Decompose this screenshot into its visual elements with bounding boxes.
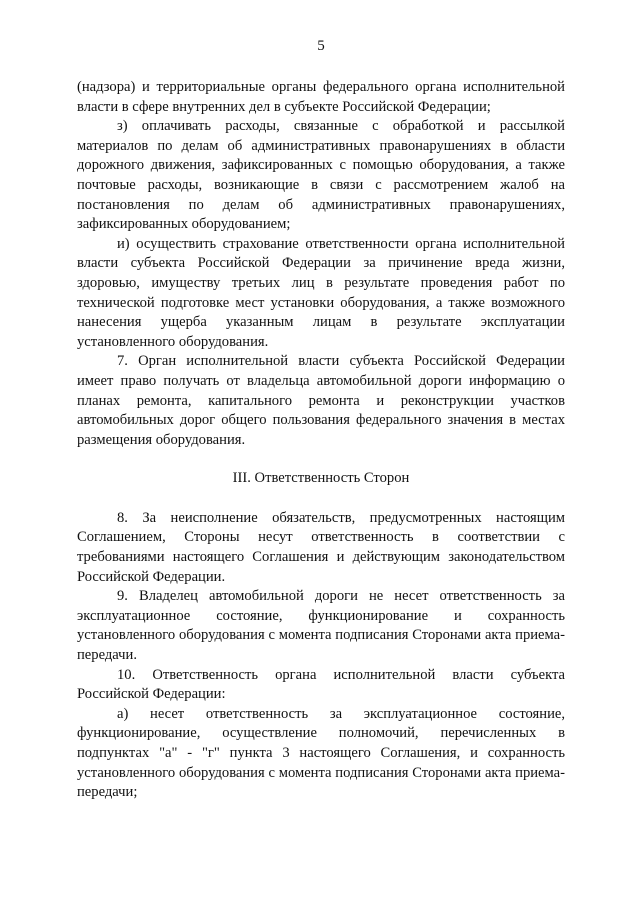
paragraph-clause-10: 10. Ответственность органа исполнительной власти субъекта Российской Федерации: <box>77 666 565 703</box>
paragraph-clause-3z: з) оплачивать расходы, связанные с обработкой и рассылкой материалов по делам об административных правонарушениях в области дорожного движения, зафиксированных с помощью оборудования, а также почтовые расходы, возникающие в связи с рассмотрением жалоб на постановления по делам об административных правонарушениях, зафиксированных оборудованием; <box>77 118 565 233</box>
paragraph-continuation: (надзора) и территориальные органы федерального органа исполнительной власти в сфере внутренних дел в субъекте Российской Федерации; <box>77 79 565 115</box>
document-page <box>77 36 565 803</box>
section-title: III. Ответственность Сторон <box>232 470 410 487</box>
paragraph-clause-9: 9. Владелец автомобильной дороги не несет ответственность за эксплуатационное состояние, функционирование и сохранность установленного оборудования с момента подписания Сторонами акта приема-передачи. <box>77 588 565 664</box>
paragraph-clause-8: 8. За неисполнение обязательств, предусмотренных настоящим Соглашением, Стороны несут ответственность в соответствии с требованиями настоящего Соглашения и действующим законодательством Российской Федерации. <box>77 509 565 585</box>
paragraph-clause-10a: а) несет ответственность за эксплуатационное состояние, функционирование, осуществление полномочий, перечисленных в подпунктах "а" - "г" пункта 3 настоящего Соглашения, и сохранность установленного оборудования с момента подписания Сторонами акта приема-передачи; <box>77 705 565 801</box>
paragraph-clause-3i: и) осуществить страхование ответственности органа исполнительной власти субъекта Российской Федерации за причинение вреда жизни, здоровью, имуществу третьих лиц в результате проведения работ по технической подготовке мест установки оборудования, а также возможного нанесения ущерба указанным лицам в результате эксплуатации установленного оборудования. <box>77 235 565 350</box>
paragraph-clause-7: 7. Орган исполнительной власти субъекта Российской Федерации имеет право получать от владельца автомобильной дороги информацию о планах ремонта, капитального ремонта и реконструкции участков автомобильных дорог общего пользования федерального значения в местах размещения оборудования. <box>77 353 565 448</box>
page-number: 5 <box>317 38 325 54</box>
